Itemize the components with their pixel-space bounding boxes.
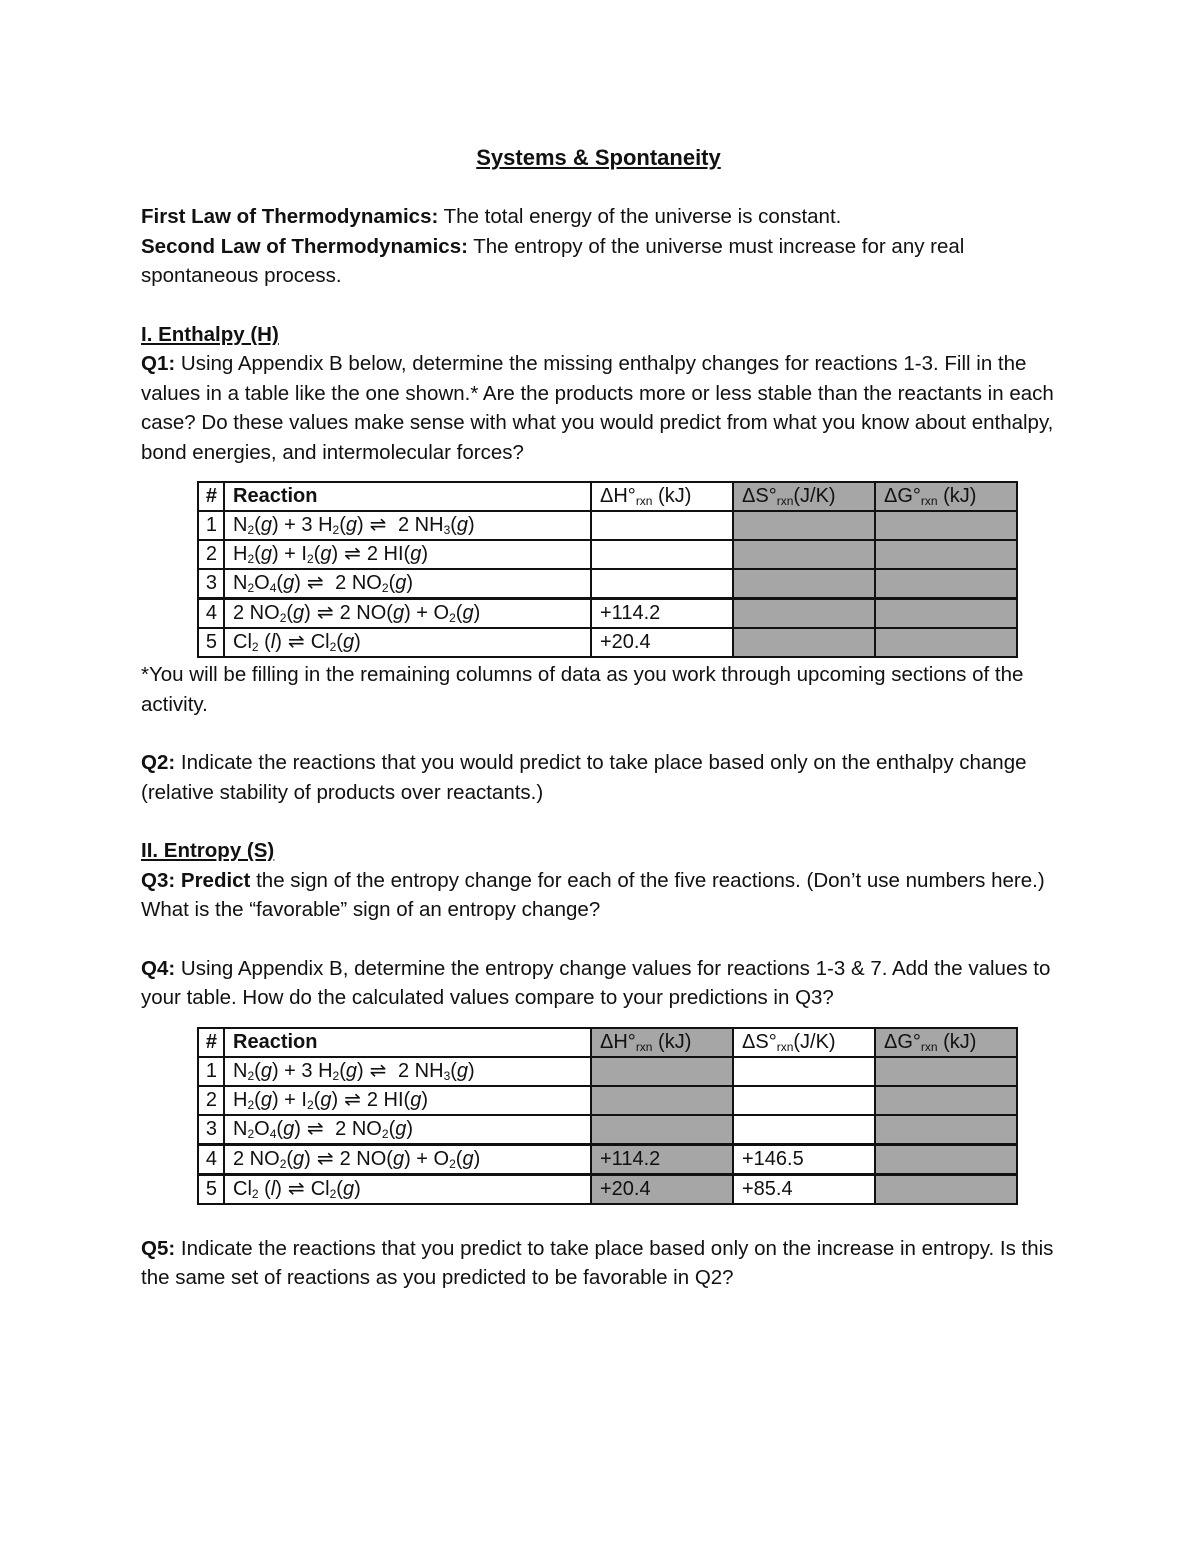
delta-h-cell: +20.4 <box>591 628 733 657</box>
question-q5 <box>141 1234 1056 1293</box>
first-law <box>141 202 1056 232</box>
delta-h-cell: +114.2 <box>591 1144 733 1174</box>
table-header-row <box>198 1028 1017 1057</box>
table-row: 3 $N_2O_4(g)$ ⇌ 2 $NO_2(g)$ <box>198 569 1017 599</box>
delta-h-cell <box>591 511 733 540</box>
q3-text: the sign of the entropy change for each of the five reactions. (Don’t use numbers here.) What is the “favorable” sign of an entropy change? <box>141 868 1045 921</box>
reaction-equation: $N_2(g) + 3$ $H_2(g)$ ⇌ 2 $NH_3(g)$ <box>224 511 591 540</box>
q5-text: Indicate the reactions that you predict to take place based only on the increase in entropy. Is this the same set of reactions as you predicted to be favorable in Q2? <box>141 1236 1054 1289</box>
delta-g-cell <box>875 599 1017 629</box>
reaction-equation: $N_2O_4(g)$ ⇌ 2 $NO_2(g)$ <box>224 1115 591 1145</box>
delta-s-cell <box>733 599 875 629</box>
header-delta-g: $\Delta G^\circ_{rxn}$ (kJ) <box>875 482 1017 511</box>
question-q1 <box>141 349 1056 467</box>
delta-h-cell: +20.4 <box>591 1174 733 1204</box>
equilibrium-arrow-icon: ⇌ <box>369 514 387 536</box>
delta-g-cell <box>875 511 1017 540</box>
equilibrium-arrow-icon: ⇌ <box>344 543 361 565</box>
table-row: 2 $H_2(g) + I_2(g)$ ⇌ 2 HI(g) <box>198 540 1017 569</box>
first-law-text: The total energy of the universe is constant. <box>443 205 842 228</box>
delta-g-cell <box>875 1144 1017 1174</box>
delta-s-cell <box>733 569 875 599</box>
reaction-equation: 2 $NO_2(g)$ ⇌ 2 $NO(g) + O_2(g)$ <box>224 1144 591 1174</box>
section-entropy-heading: II. Entropy (S) <box>141 839 275 862</box>
question-q4 <box>141 954 1056 1013</box>
table-footnote: *You will be filling in the remaining columns of data as you work through upcoming sections of the activity. <box>141 663 1024 716</box>
header-delta-s: $\Delta S^\circ_{rxn}(J/K)$ <box>733 482 875 511</box>
header-delta-s: $\Delta S^\circ_{rxn}(J/K)$ <box>733 1028 875 1057</box>
second-law <box>141 232 1056 291</box>
equilibrium-arrow-icon: ⇌ <box>316 1147 334 1170</box>
delta-h-cell <box>591 569 733 599</box>
table-row: 4 2 $NO_2(g)$ ⇌ 2 $NO(g) + O_2(g)$ +114.2 <box>198 599 1017 629</box>
table-header-row <box>198 482 1017 511</box>
document-body <box>141 140 1056 1293</box>
q4-text: Using Appendix B, determine the entropy change values for reactions 1-3 & 7. Add the values to your table. How do the calculated values compare to your predictions in Q3? <box>141 956 1051 1009</box>
delta-g-cell <box>875 569 1017 599</box>
table-row: 1 $N_2(g) + 3$ $H_2(g)$ ⇌ 2 $NH_3(g)$ <box>198 511 1017 540</box>
reaction-equation: $H_2(g) + I_2(g)$ ⇌ 2 HI(g) <box>224 1086 591 1115</box>
delta-s-cell <box>733 1115 875 1145</box>
q1-text: Using Appendix B below, determine the missing enthalpy changes for reactions 1-3. Fill in the values in a table like the one shown.* Are the products more or less stable than the reactants in each case? Do these values make sense with what you would predict from what you know about enthalpy, bond energies, and intermolecular forces? <box>141 352 1054 464</box>
delta-h-cell <box>591 1115 733 1145</box>
section-enthalpy-heading: I. Enthalpy (H) <box>141 322 279 346</box>
reaction-equation: 2 $NO_2(g)$ ⇌ 2 $NO(g) + O_2(g)$ <box>224 599 591 629</box>
q2-label: Q2: <box>141 751 176 774</box>
delta-s-cell <box>733 511 875 540</box>
table-row: 5 $Cl_2$ (l) ⇌ $Cl_2(g)$ +20.4 <box>198 628 1017 657</box>
reaction-equation: $N_2O_4(g)$ ⇌ 2 $NO_2(g)$ <box>224 569 591 599</box>
q5-label: Q5: <box>141 1236 176 1260</box>
q3-label: Q3: <box>141 868 176 892</box>
q3-bold: Predict <box>180 868 251 892</box>
equilibrium-arrow-icon: ⇌ <box>316 602 334 624</box>
header-number: # <box>198 482 224 511</box>
delta-g-cell <box>875 540 1017 569</box>
equilibrium-arrow-icon: ⇌ <box>287 631 305 653</box>
reaction-equation: $N_2(g) + 3$ $H_2(g)$ ⇌ 2 $NH_3(g)$ <box>224 1057 591 1086</box>
delta-g-cell <box>875 628 1017 657</box>
delta-h-cell: +114.2 <box>591 599 733 629</box>
equilibrium-arrow-icon: ⇌ <box>369 1059 387 1082</box>
delta-g-cell <box>875 1174 1017 1204</box>
page-title: Systems & Spontaneity <box>476 145 721 170</box>
q1-label: Q1: <box>141 352 176 375</box>
question-q3 <box>141 866 1056 925</box>
equilibrium-arrow-icon: ⇌ <box>306 1117 324 1140</box>
delta-s-cell <box>733 1057 875 1086</box>
equilibrium-arrow-icon: ⇌ <box>306 572 324 594</box>
delta-s-cell: +146.5 <box>733 1144 875 1174</box>
reaction-equation: $Cl_2$ (l) ⇌ $Cl_2(g)$ <box>224 1174 591 1204</box>
delta-h-cell <box>591 540 733 569</box>
question-q2 <box>141 748 1056 807</box>
q4-label: Q4: <box>141 956 176 980</box>
q2-text: Indicate the reactions that you would predict to take place based only on the enthalpy change (relative stability of products over reactants.) <box>141 751 1027 804</box>
delta-h-cell <box>591 1057 733 1086</box>
header-reaction: Reaction <box>224 1028 591 1057</box>
delta-g-cell <box>875 1115 1017 1145</box>
table-row: 2 $H_2(g) + I_2(g)$ ⇌ 2 HI(g) <box>198 1086 1017 1115</box>
table-row: 1 $N_2(g) + 3$ $H_2(g)$ ⇌ 2 $NH_3(g)$ <box>198 1057 1017 1086</box>
header-delta-h: $\Delta H^\circ_{rxn}$ (kJ) <box>591 1028 733 1057</box>
equilibrium-arrow-icon: ⇌ <box>344 1088 361 1111</box>
second-law-text: The entropy of the universe must increase for any real spontaneous process. <box>141 234 965 287</box>
second-law-label: Second Law of Thermodynamics: <box>141 234 468 258</box>
delta-h-cell <box>591 1086 733 1115</box>
entropy-table <box>197 1027 1018 1205</box>
delta-g-cell <box>875 1086 1017 1115</box>
header-delta-g: $\Delta G^\circ_{rxn}$ (kJ) <box>875 1028 1017 1057</box>
first-law-label: First Law of Thermodynamics: <box>141 205 439 228</box>
reaction-equation: $Cl_2$ (l) ⇌ $Cl_2(g)$ <box>224 628 591 657</box>
table-row: 3 $N_2O_4(g)$ ⇌ 2 $NO_2(g)$ <box>198 1115 1017 1145</box>
reaction-equation: $H_2(g) + I_2(g)$ ⇌ 2 HI(g) <box>224 540 591 569</box>
delta-s-cell <box>733 628 875 657</box>
enthalpy-table <box>197 481 1018 658</box>
header-delta-h: $\Delta H^\circ_{rxn}$ (kJ) <box>591 482 733 511</box>
delta-s-cell: +85.4 <box>733 1174 875 1204</box>
table-row: 4 2 $NO_2(g)$ ⇌ 2 $NO(g) + O_2(g)$ +114.2 +146.5 <box>198 1144 1017 1174</box>
delta-s-cell <box>733 1086 875 1115</box>
header-reaction: Reaction <box>224 482 591 511</box>
equilibrium-arrow-icon: ⇌ <box>287 1177 305 1200</box>
delta-s-cell <box>733 540 875 569</box>
delta-g-cell <box>875 1057 1017 1086</box>
table-row: 5 $Cl_2$ (l) ⇌ $Cl_2(g)$ +20.4 +85.4 <box>198 1174 1017 1204</box>
header-number: # <box>198 1028 224 1057</box>
